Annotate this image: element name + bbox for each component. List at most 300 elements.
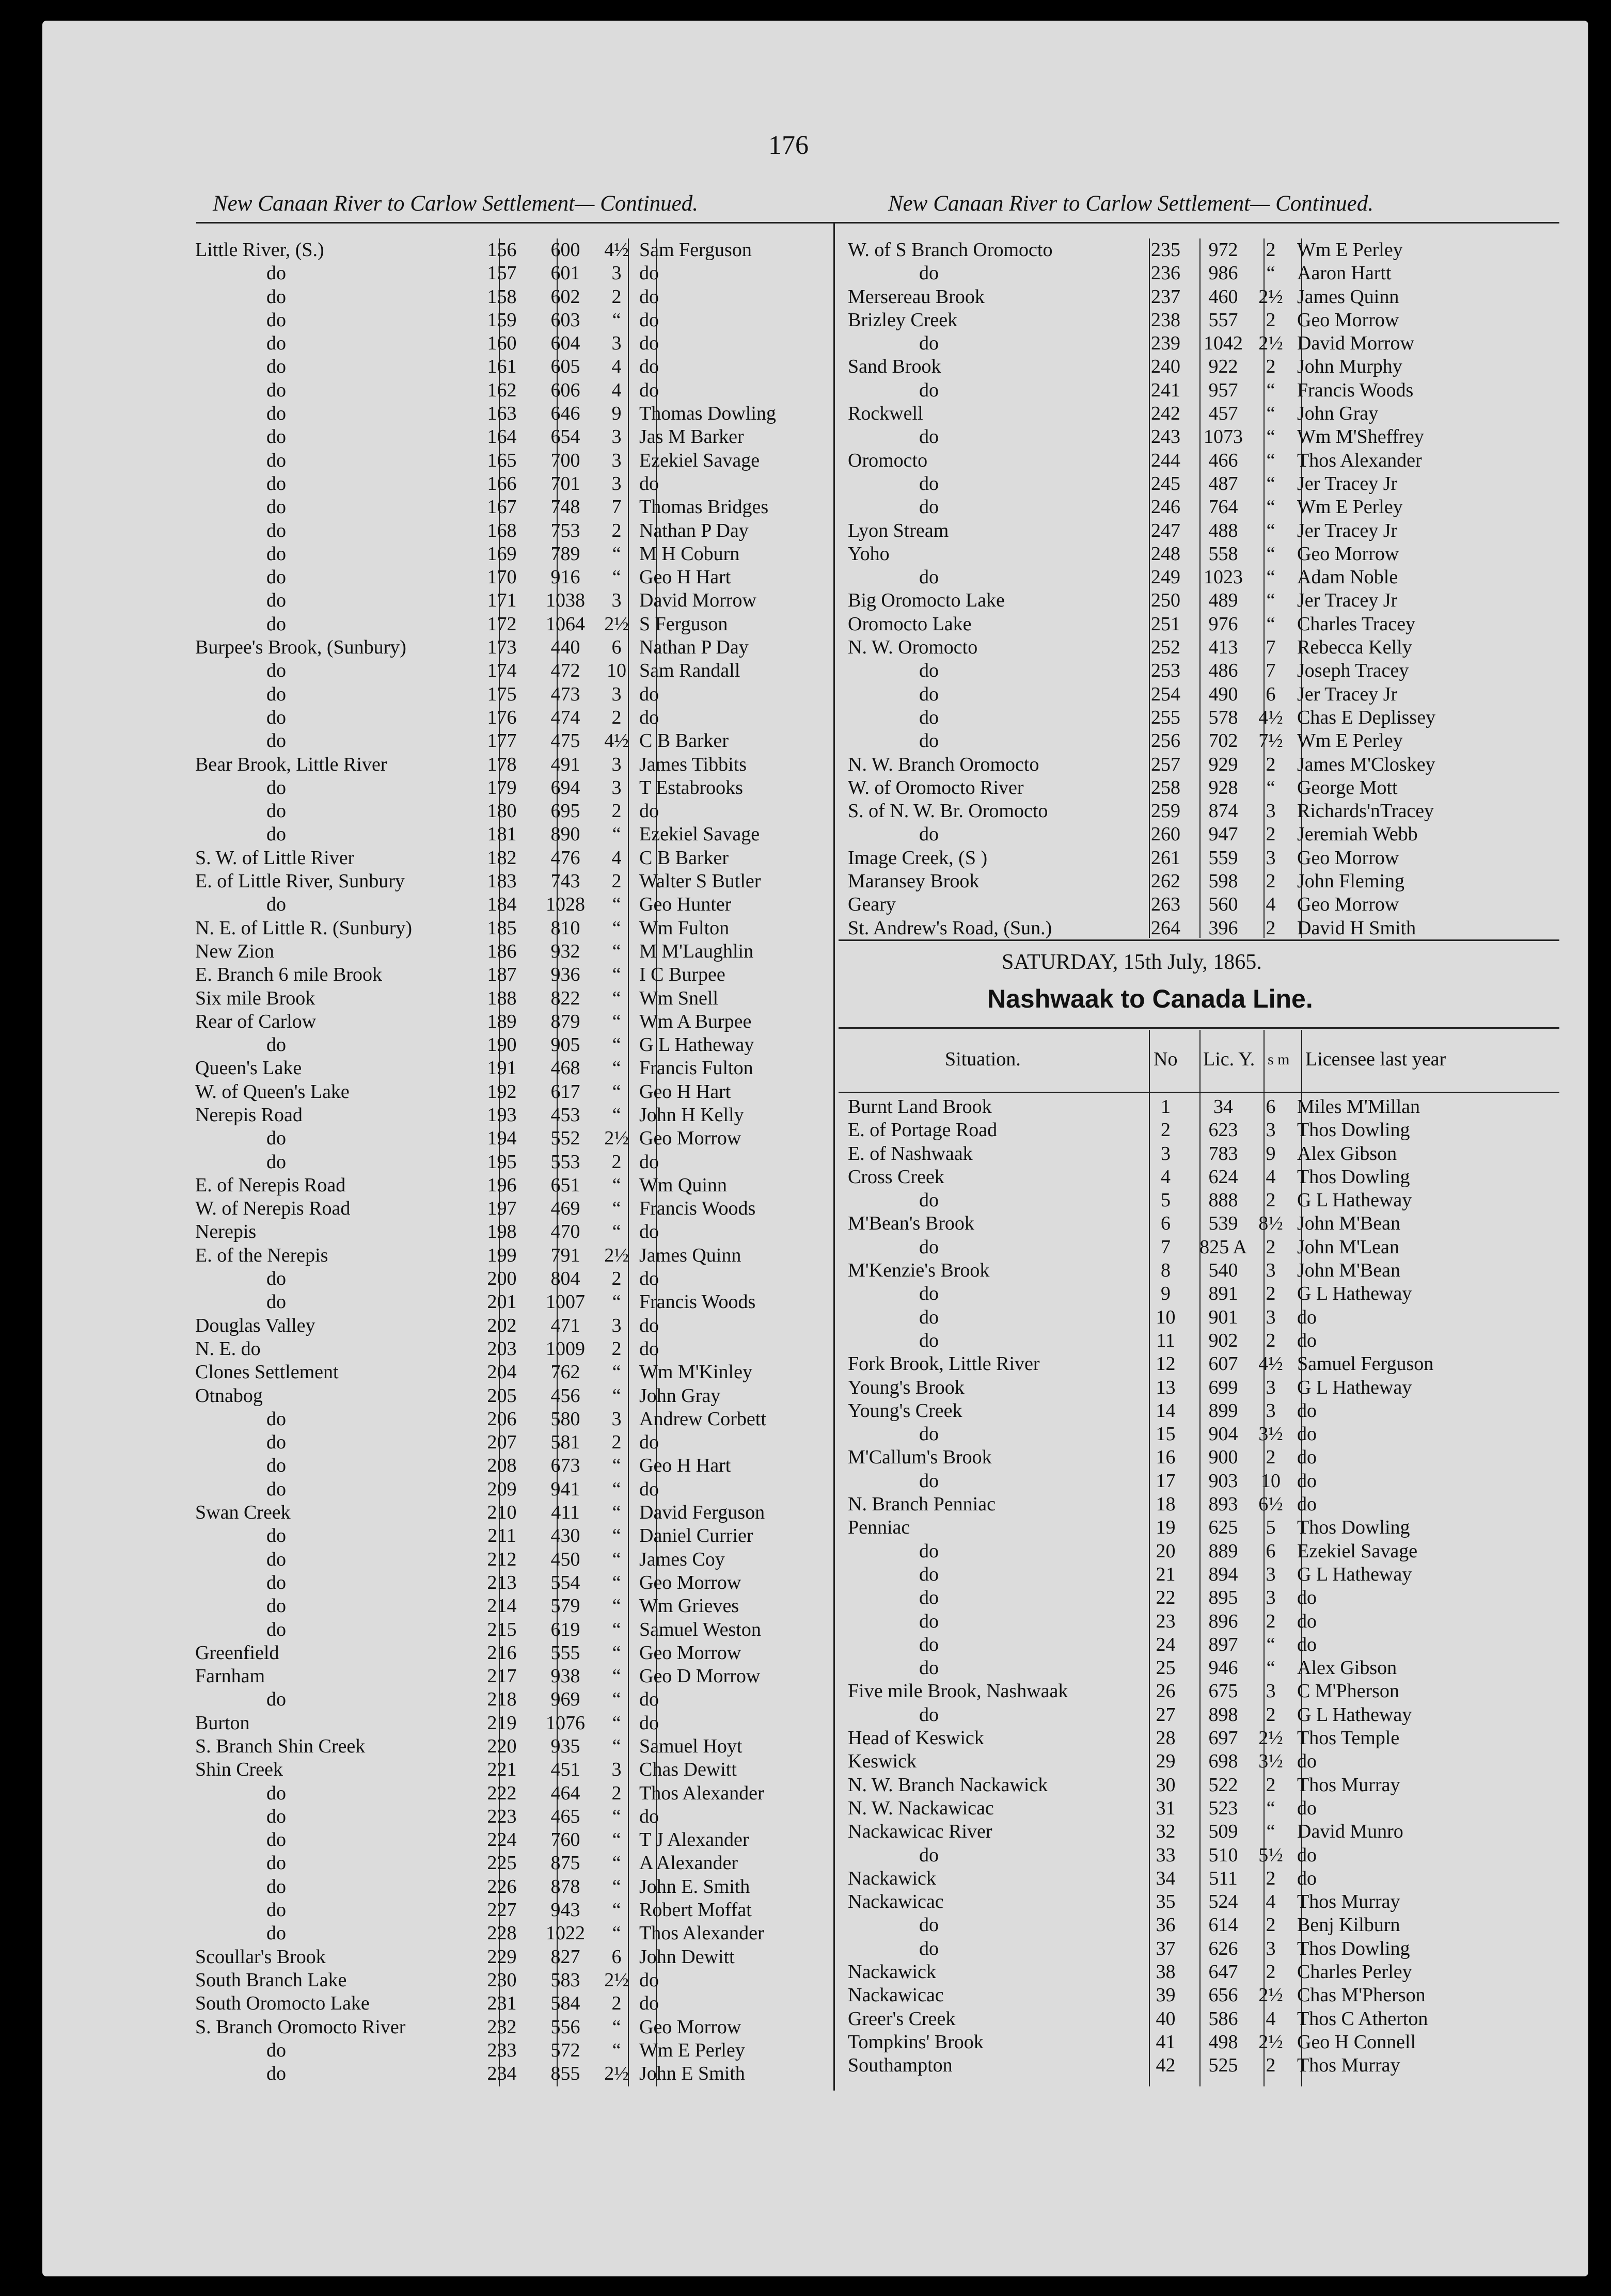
cell-lic-prev: do [639, 379, 659, 401]
cell-lic-prev: John H Kelly [639, 1104, 744, 1126]
cell-no: 161 [487, 356, 517, 378]
cell-no: 207 [487, 1431, 517, 1454]
section-rule-2 [839, 1027, 1559, 1029]
header-licensee: Licensee last year [1305, 1048, 1446, 1070]
cell-sm: 2½ [1258, 332, 1283, 355]
cell-lic-prev: Thos Alexander [639, 1922, 764, 1944]
cell-sm: “ [612, 917, 621, 939]
cell-situation: N. E. do [195, 1337, 261, 1360]
cell-no: 205 [487, 1384, 517, 1407]
cell-lic-prev: do [1297, 1306, 1317, 1328]
cell-lic: 523 [1208, 1797, 1238, 1819]
cell-lic-prev: G L Hatheway [1297, 1376, 1412, 1398]
cell-no: 190 [487, 1034, 517, 1056]
cell-sm: 6 [611, 636, 622, 659]
cell-lic-prev: Wm E Perley [639, 2039, 745, 2061]
cell-sm: “ [612, 566, 621, 588]
cell-lic-prev: do [1297, 1329, 1317, 1351]
cell-lic: 625 [1208, 1517, 1238, 1539]
cell-lic-prev: Jer Tracey Jr [1297, 519, 1398, 541]
cell-sm: “ [612, 1034, 621, 1056]
cell-sm: “ [612, 1384, 621, 1407]
cell-no: 227 [487, 1899, 517, 1921]
cell-lic-prev: Thos Alexander [1297, 449, 1422, 471]
cell-situation: South Oromocto Lake [195, 1992, 370, 2015]
cell-no: 175 [487, 683, 517, 705]
cell-lic: 464 [550, 1782, 580, 1804]
cell-sm: “ [612, 543, 621, 565]
cell-lic-prev: James Quinn [639, 1244, 741, 1266]
cell-lic: 486 [1208, 660, 1238, 682]
cell-situation: do [266, 1829, 286, 1851]
cell-no: 245 [1151, 472, 1180, 495]
cell-lic: 822 [550, 987, 580, 1009]
cell-situation: do [919, 1563, 939, 1585]
cell-situation: do [266, 1688, 286, 1711]
cell-sm: 4 [1266, 2007, 1276, 2030]
cell-lic: 889 [1208, 1540, 1238, 1562]
cell-lic-prev: Nathan P Day [639, 636, 749, 659]
cell-situation: Brizley Creek [848, 309, 958, 331]
cell-sm: “ [1266, 543, 1275, 565]
cell-no: 257 [1151, 753, 1180, 775]
cell-lic-prev: do [639, 472, 659, 495]
cell-lic: 700 [550, 449, 580, 471]
cell-lic: 440 [550, 636, 580, 659]
cell-lic-prev: John E Smith [639, 2063, 745, 2085]
cell-lic: 623 [1208, 1119, 1238, 1141]
cell-sm: 3 [611, 589, 622, 612]
cell-sm: “ [612, 1829, 621, 1851]
cell-situation: New Zion [195, 940, 275, 962]
cell-lic: 451 [550, 1759, 580, 1781]
cell-sm: 4½ [1258, 1353, 1283, 1375]
cell-lic-prev: David Munro [1297, 1821, 1403, 1843]
cell-no: 246 [1151, 496, 1180, 518]
cell-no: 264 [1151, 917, 1180, 939]
cell-no: 40 [1156, 2007, 1176, 2030]
cell-lic-prev: do [639, 1268, 659, 1290]
cell-lic-prev: Geo Morrow [639, 2016, 741, 2038]
cell-lic-prev: Geo D Morrow [639, 1665, 761, 1687]
cell-sm: 2 [611, 1337, 622, 1360]
cell-lic-prev: do [639, 1431, 659, 1454]
cell-situation: S. Branch Oromocto River [195, 2016, 406, 2038]
cell-lic: 783 [1208, 1142, 1238, 1165]
cell-sm: 10 [607, 660, 626, 682]
cell-lic: 646 [550, 403, 580, 425]
cell-situation: do [919, 1657, 939, 1679]
cell-sm: “ [612, 1641, 621, 1664]
cell-lic-prev: Alex Gibson [1297, 1657, 1397, 1679]
cell-lic-prev: John Dewitt [639, 1946, 735, 1968]
cell-no: 213 [487, 1571, 517, 1593]
header-no: No [1154, 1048, 1178, 1070]
cell-situation: do [266, 730, 286, 752]
cell-no: 216 [487, 1641, 517, 1664]
cell-sm: 4 [611, 379, 622, 401]
cell-no: 188 [487, 987, 517, 1009]
cell-lic-prev: David H Smith [1297, 917, 1416, 939]
cell-no: 259 [1151, 800, 1180, 822]
cell-no: 41 [1156, 2031, 1176, 2053]
cell-lic-prev: Jer Tracey Jr [1297, 589, 1398, 612]
cell-lic: 893 [1208, 1493, 1238, 1516]
cell-lic-prev: do [639, 1221, 659, 1243]
cell-sm: 4 [1266, 1891, 1276, 1913]
cell-lic: 1022 [546, 1922, 585, 1944]
cell-lic: 855 [550, 2063, 580, 2085]
cell-sm: 3 [611, 262, 622, 284]
cell-lic-prev: James Coy [639, 1548, 725, 1570]
cell-lic-prev: Ezekiel Savage [1297, 1540, 1418, 1562]
cell-lic-prev: Wm Snell [639, 987, 719, 1009]
cell-lic: 789 [550, 543, 580, 565]
cell-situation: Tompkins' Brook [848, 2031, 984, 2053]
cell-lic: 697 [1208, 1727, 1238, 1749]
cell-sm: “ [612, 1455, 621, 1477]
cell-situation: do [919, 1470, 939, 1492]
cell-no: 21 [1156, 1563, 1176, 1585]
cell-situation: do [919, 379, 939, 401]
cell-no: 208 [487, 1455, 517, 1477]
cell-situation: do [919, 332, 939, 355]
cell-no: 10 [1156, 1306, 1176, 1328]
cell-no: 222 [487, 1782, 517, 1804]
cell-sm: 3 [611, 1759, 622, 1781]
cell-lic: 396 [1208, 917, 1238, 939]
cell-situation: Five mile Brook, Nashwaak [848, 1680, 1068, 1702]
cell-no: 209 [487, 1478, 517, 1500]
cell-no: 225 [487, 1852, 517, 1874]
header-rule [196, 222, 1559, 224]
cell-lic: 524 [1208, 1891, 1238, 1913]
cell-situation: Big Oromocto Lake [848, 589, 1005, 612]
cell-no: 236 [1151, 262, 1180, 284]
cell-no: 193 [487, 1104, 517, 1126]
cell-no: 15 [1156, 1423, 1176, 1445]
cell-lic-prev: Ezekiel Savage [639, 823, 760, 846]
cell-situation: Burton [195, 1712, 250, 1734]
cell-no: 199 [487, 1244, 517, 1266]
cell-lic-prev: Walter S Butler [639, 870, 761, 892]
cell-no: 202 [487, 1314, 517, 1336]
cell-sm: “ [612, 1104, 621, 1126]
cell-no: 240 [1151, 356, 1180, 378]
cell-sm: “ [612, 309, 621, 331]
section-date: SATURDAY, 15th July, 1865. [1002, 950, 1262, 974]
cell-no: 169 [487, 543, 517, 565]
cell-lic-prev: Wm E Perley [1297, 239, 1403, 261]
cell-sm: 2 [611, 1782, 622, 1804]
cell-no: 170 [487, 566, 517, 588]
cell-situation: do [919, 1633, 939, 1655]
cell-lic-prev: Samuel Weston [639, 1618, 761, 1640]
cell-sm: “ [1266, 1797, 1275, 1819]
cell-situation: Young's Creek [848, 1399, 962, 1422]
cell-sm: “ [1266, 1821, 1275, 1843]
cell-lic: 601 [550, 262, 580, 284]
cell-no: 35 [1156, 1891, 1176, 1913]
cell-lic: 905 [550, 1034, 580, 1056]
cell-situation: do [266, 1034, 286, 1056]
cell-situation: Little River, (S.) [195, 239, 324, 261]
cell-lic: 557 [1208, 309, 1238, 331]
cell-lic: 647 [1208, 1960, 1238, 1983]
cell-no: 162 [487, 379, 517, 401]
cell-lic: 553 [550, 1151, 580, 1173]
cell-situation: N. E. of Little R. (Sunbury) [195, 917, 413, 939]
cell-lic-prev: David Morrow [1297, 332, 1414, 355]
cell-lic: 901 [1208, 1306, 1238, 1328]
cell-sm: 2 [611, 285, 622, 308]
cell-situation: do [266, 543, 286, 565]
cell-no: 197 [487, 1198, 517, 1220]
cell-situation: Swan Creek [195, 1502, 291, 1524]
cell-lic: 474 [550, 706, 580, 728]
cell-lic: 695 [550, 800, 580, 822]
cell-lic-prev: Wm E Perley [1297, 496, 1403, 518]
cell-situation: do [266, 1899, 286, 1921]
cell-no: 198 [487, 1221, 517, 1243]
cell-situation: do [266, 1455, 286, 1477]
cell-sm: 6½ [1258, 1493, 1283, 1516]
cell-lic: 619 [550, 1618, 580, 1640]
cell-situation: Nackawicac [848, 1891, 944, 1913]
cell-lic: 810 [550, 917, 580, 939]
cell-no: 191 [487, 1057, 517, 1079]
cell-sm: 2 [1266, 1867, 1276, 1889]
cell-no: 183 [487, 870, 517, 892]
cell-sm: 4 [611, 847, 622, 869]
cell-no: 221 [487, 1759, 517, 1781]
cell-lic: 624 [1208, 1166, 1238, 1188]
cell-situation: do [266, 472, 286, 495]
cell-lic-prev: Geo H Hart [639, 1455, 731, 1477]
cell-sm: “ [1266, 613, 1275, 635]
cell-lic-prev: Miles M'Millan [1297, 1096, 1420, 1118]
cell-lic-prev: do [639, 356, 659, 378]
cell-sm: 2 [611, 1992, 622, 2015]
cell-sm: 2 [1266, 1914, 1276, 1936]
cell-lic: 916 [550, 566, 580, 588]
page-number: 176 [768, 131, 809, 160]
cell-lic-prev: Jas M Barker [639, 426, 744, 448]
cell-sm: 2 [1266, 1283, 1276, 1305]
cell-sm: “ [1266, 1657, 1275, 1679]
cell-lic: 509 [1208, 1821, 1238, 1843]
cell-no: 232 [487, 2016, 517, 2038]
cell-lic-prev: Thos Dowling [1297, 1166, 1410, 1188]
cell-sm: 2 [1266, 1189, 1276, 1211]
cell-lic: 943 [550, 1899, 580, 1921]
column-divider [833, 222, 835, 2091]
cell-no: 33 [1156, 1844, 1176, 1866]
cell-sm: 2 [1266, 309, 1276, 331]
cell-sm: “ [612, 894, 621, 916]
cell-no: 204 [487, 1361, 517, 1383]
cell-situation: do [266, 1548, 286, 1570]
cell-sm: “ [612, 823, 621, 846]
cell-lic-prev: David Ferguson [639, 1502, 765, 1524]
cell-situation: Nerepis Road [195, 1104, 303, 1126]
cell-lic-prev: Wm E Perley [1297, 730, 1403, 752]
cell-no: 181 [487, 823, 517, 846]
cell-no: 217 [487, 1665, 517, 1687]
cell-lic: 539 [1208, 1213, 1238, 1235]
cell-no: 178 [487, 753, 517, 775]
cell-lic: 890 [550, 823, 580, 846]
cell-situation: Maransey Brook [848, 870, 980, 892]
cell-lic: 879 [550, 1010, 580, 1032]
cell-lic: 898 [1208, 1703, 1238, 1726]
cell-situation: do [919, 823, 939, 846]
cell-lic: 487 [1208, 472, 1238, 495]
cell-lic-prev: Thos Murray [1297, 1891, 1400, 1913]
cell-no: 158 [487, 285, 517, 308]
cell-situation: do [266, 262, 286, 284]
cell-sm: 3½ [1258, 1750, 1283, 1773]
cell-lic-prev: Thomas Dowling [639, 403, 776, 425]
cell-lic-prev: C B Barker [639, 730, 729, 752]
cell-situation: Greer's Creek [848, 2007, 956, 2030]
cell-situation: S. W. of Little River [195, 847, 355, 869]
cell-lic: 891 [1208, 1283, 1238, 1305]
cell-situation: do [919, 262, 939, 284]
cell-situation: do [919, 1587, 939, 1609]
cell-sm: 2½ [1258, 1984, 1283, 2006]
cell-sm: “ [1266, 262, 1275, 284]
cell-no: 165 [487, 449, 517, 471]
cell-situation: Douglas Valley [195, 1314, 315, 1336]
cell-no: 244 [1151, 449, 1180, 471]
cell-lic: 614 [1208, 1914, 1238, 1936]
cell-sm: 3 [611, 1408, 622, 1430]
cell-sm: 3 [1266, 800, 1276, 822]
cell-lic: 760 [550, 1829, 580, 1851]
cell-lic: 899 [1208, 1399, 1238, 1422]
cell-lic: 675 [1208, 1680, 1238, 1702]
cell-lic: 764 [1208, 496, 1238, 518]
cell-sm: “ [612, 1057, 621, 1079]
header-situation: Situation. [945, 1048, 1021, 1070]
cell-lic-prev: G L Hatheway [1297, 1563, 1412, 1585]
cell-sm: “ [1266, 589, 1275, 612]
cell-lic: 607 [1208, 1353, 1238, 1375]
cell-situation: M'Bean's Brook [848, 1213, 974, 1235]
cell-lic: 430 [550, 1525, 580, 1547]
cell-lic: 580 [550, 1408, 580, 1430]
cell-lic-prev: do [639, 706, 659, 728]
cell-no: 234 [487, 2063, 517, 2085]
cell-sm: 9 [1266, 1142, 1276, 1165]
cell-situation: do [266, 566, 286, 588]
cell-situation: do [266, 403, 286, 425]
cell-lic-prev: John Murphy [1297, 356, 1402, 378]
cell-lic-prev: Thos Temple [1297, 1727, 1400, 1749]
cell-sm: 2 [1266, 823, 1276, 846]
cell-situation: S. of N. W. Br. Oromocto [848, 800, 1048, 822]
cell-no: 255 [1151, 706, 1180, 728]
cell-sm: “ [1266, 403, 1275, 425]
cell-sm: “ [612, 1198, 621, 1220]
cell-lic: 626 [1208, 1937, 1238, 1959]
cell-situation: do [919, 426, 939, 448]
cell-lic: 935 [550, 1735, 580, 1757]
cell-situation: N. W. Oromocto [848, 636, 978, 659]
cell-situation: Nackawicac [848, 1984, 944, 2006]
cell-lic-prev: John E. Smith [639, 1875, 750, 1898]
cell-situation: Penniac [848, 1517, 910, 1539]
cell-no: 29 [1156, 1750, 1176, 1773]
cell-lic: 554 [550, 1571, 580, 1593]
cell-no: 26 [1156, 1680, 1176, 1702]
cell-lic: 673 [550, 1455, 580, 1477]
cell-sm: 3 [1266, 1119, 1276, 1141]
cell-lic: 598 [1208, 870, 1238, 892]
cell-no: 249 [1151, 566, 1180, 588]
cell-situation: do [266, 1431, 286, 1454]
cell-no: 219 [487, 1712, 517, 1734]
cell-lic: 888 [1208, 1189, 1238, 1211]
cell-lic: 825 A [1199, 1236, 1247, 1258]
cell-lic-prev: Francis Woods [639, 1198, 756, 1220]
cell-situation: Burnt Land Brook [848, 1096, 992, 1118]
cell-lic-prev: do [1297, 1423, 1317, 1445]
cell-no: 239 [1151, 332, 1180, 355]
cell-lic-prev: Wm Quinn [639, 1174, 727, 1196]
cell-lic: 560 [1208, 894, 1238, 916]
cell-situation: do [919, 1329, 939, 1351]
cell-no: 201 [487, 1291, 517, 1313]
cell-situation: E. of Nerepis Road [195, 1174, 346, 1196]
cell-lic: 699 [1208, 1376, 1238, 1398]
cell-lic: 651 [550, 1174, 580, 1196]
cell-lic: 946 [1208, 1657, 1238, 1679]
cell-lic: 878 [550, 1875, 580, 1898]
cell-lic-prev: do [639, 1712, 659, 1734]
cell-lic: 450 [550, 1548, 580, 1570]
cell-situation: do [266, 613, 286, 635]
cell-situation: E. of Nashwaak [848, 1142, 973, 1165]
cell-sm: 6 [1266, 1096, 1276, 1118]
cell-lic: 525 [1208, 2054, 1238, 2077]
cell-situation: do [919, 472, 939, 495]
cell-lic-prev: Wm M'Sheffrey [1297, 426, 1424, 448]
cell-lic: 581 [550, 1431, 580, 1454]
cell-situation: do [266, 1571, 286, 1593]
cell-sm: 3 [611, 776, 622, 799]
cell-lic: 1007 [546, 1291, 585, 1313]
cell-lic: 938 [550, 1665, 580, 1687]
cell-situation: do [266, 683, 286, 705]
cell-situation: Shin Creek [195, 1759, 283, 1781]
cell-lic: 617 [550, 1080, 580, 1103]
cell-lic-prev: do [1297, 1470, 1317, 1492]
cell-situation: do [266, 1291, 286, 1313]
running-head-left: New Canaan River to Carlow Settlement— Continued. [213, 192, 698, 216]
cell-situation: Young's Brook [848, 1376, 965, 1398]
cell-lic-prev: Samuel Ferguson [1297, 1353, 1434, 1375]
cell-sm: “ [612, 1618, 621, 1640]
cell-lic: 472 [550, 660, 580, 682]
cell-sm: “ [612, 1291, 621, 1313]
cell-sm: “ [612, 1502, 621, 1524]
cell-situation: Head of Keswick [848, 1727, 984, 1749]
cell-no: 27 [1156, 1703, 1176, 1726]
cell-sm: 2 [1266, 356, 1276, 378]
cell-lic: 897 [1208, 1633, 1238, 1655]
